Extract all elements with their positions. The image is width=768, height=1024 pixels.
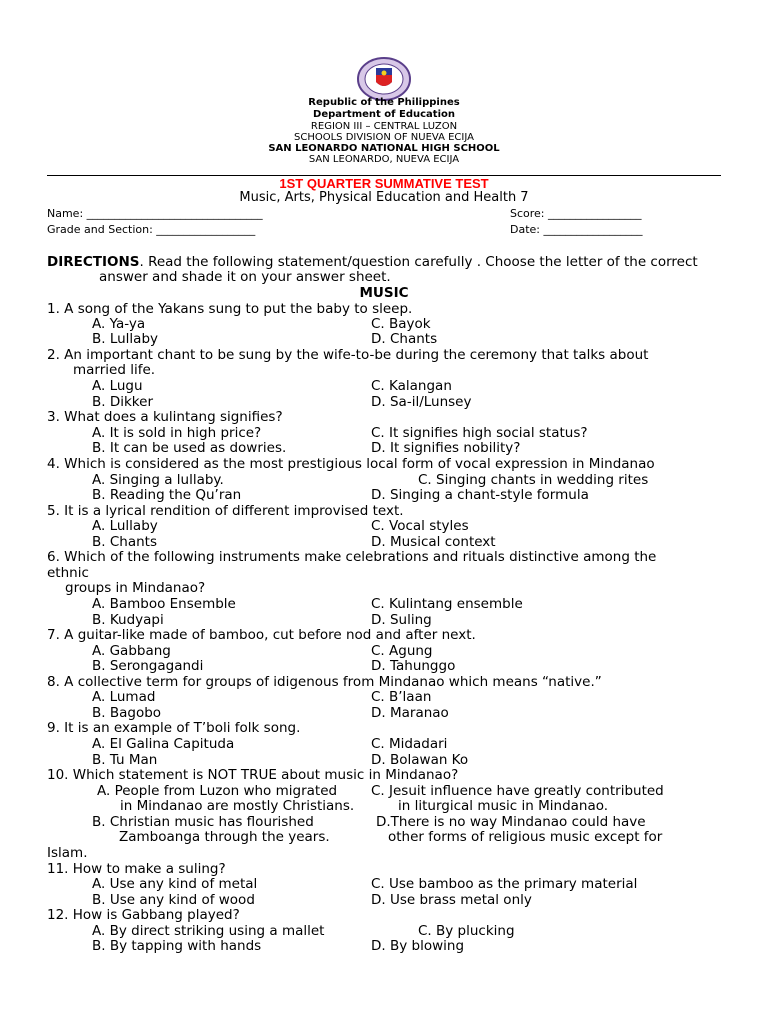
q9-option-a: A. El Galina Capituda [92,736,235,752]
header-department: Department of Education [313,109,455,120]
q9-option-d: D. Bolawan Ko [371,752,469,768]
q10-option-c-cont: in liturgical music in Mindanao. [398,798,609,814]
question-1: 1. A song of the Yakans sung to put the baby to sleep. [47,301,413,317]
question-9: 9. It is an example of T’boli folk song. [47,720,301,736]
q10-option-d-cont: other forms of religious music except for [388,829,663,845]
directions-label: DIRECTIONS [47,254,140,270]
q10-option-a: A. People from Luzon who migrated [97,783,338,799]
q10-option-a-cont: in Mindanao are mostly Christians. [120,798,355,814]
q1-option-d: D. Chants [371,331,438,347]
deped-seal-logo [356,56,412,102]
q1-option-a: A. Ya-ya [92,316,146,332]
q6-option-b: B. Kudyapi [92,612,164,628]
q12-option-d: D. By blowing [371,938,465,954]
q5-option-b: B. Chants [92,534,157,550]
q5-option-d: D. Musical context [371,534,496,550]
q7-option-d: D. Tahunggo [371,658,456,674]
q7-option-c: C. Agung [371,643,433,659]
question-8: 8. A collective term for groups of idigenous from Mindanao which means “native.” [47,674,602,690]
q6-option-c: C. Kulintang ensemble [371,596,523,612]
q10-option-b: B. Christian music has flourished [92,814,314,830]
q4-option-c: C. Singing chants in wedding rites [418,472,649,488]
question-6: 6. Which of the following instruments make celebrations and rituals distinctive among the [47,549,657,565]
q7-option-b: B. Serongagandi [92,658,204,674]
q10-option-d: D.There is no way Mindanao could have [376,814,646,830]
q5-option-a: A. Lullaby [92,518,158,534]
header-division: SCHOOLS DIVISION OF NUEVA ECIJA [294,132,474,143]
q9-option-c: C. Midadari [371,736,448,752]
test-title: 1ST QUARTER SUMMATIVE TEST [279,176,489,191]
question-12: 12. How is Gabbang played? [47,907,240,923]
q8-option-c: C. B’laan [371,689,432,705]
question-5: 5. It is a lyrical rendition of different improvised text. [47,503,404,519]
question-11: 11. How to make a suling? [47,861,226,877]
question-3: 3. What does a kulintang signifies? [47,409,283,425]
q12-option-c: C. By plucking [418,923,515,939]
q5-option-c: C. Vocal styles [371,518,469,534]
q3-option-c: C. It signifies high social status? [371,425,588,441]
header-region: REGION III – CENTRAL LUZON [310,121,458,132]
q4-option-d: D. Singing a chant-style formula [371,487,589,503]
q2-option-c: C. Kalangan [371,378,452,394]
q2-option-d: D. Sa-il/Lunsey [371,394,472,410]
q2-option-b: B. Dikker [92,394,154,410]
q11-option-b: B. Use any kind of wood [92,892,255,908]
q4-option-b: B. Reading the Qu’ran [92,487,242,503]
q11-option-a: A. Use any kind of metal [92,876,258,892]
directions-text-1: . Read the following statement/question carefully . Choose the letter of the correct [139,254,698,270]
q7-option-a: A. Gabbang [92,643,171,659]
header-republic: Republic of the Philippines [308,97,460,108]
grade-section-field[interactable]: Grade and Section: __________________ [47,223,256,236]
question-6-cont: ethnic [47,565,89,581]
q10-option-c: C. Jesuit influence have greatly contributed [371,783,664,799]
question-2: 2. An important chant to be sung by the wife-to-be during the ceremony that talks about [47,347,649,363]
date-field[interactable]: Date: __________________ [510,223,643,236]
q3-option-a: A. It is sold in high price? [92,425,262,441]
q6-option-d: D. Suling [371,612,432,628]
header-school: SAN LEONARDO NATIONAL HIGH SCHOOL [268,143,500,154]
question-6-cont-2: groups in Mindanao? [65,580,206,596]
q6-option-a: A. Bamboo Ensemble [92,596,236,612]
name-field[interactable]: Name: ________________________________ [47,207,263,220]
directions-text-2: answer and shade it on your answer sheet. [99,269,391,285]
q3-option-d: D. It signifies nobility? [371,440,521,456]
question-2-cont: married life. [73,362,156,378]
q10-option-d-cont-2: Islam. [47,845,88,861]
q11-option-d: D. Use brass metal only [371,892,532,908]
test-subtitle: Music, Arts, Physical Education and Health 7 [239,190,529,205]
q12-option-a: A. By direct striking using a mallet [92,923,325,939]
question-10: 10. Which statement is NOT TRUE about music in Mindanao? [47,767,459,783]
question-7: 7. A guitar-like made of bamboo, cut before nod and after next. [47,627,476,643]
q11-option-c: C. Use bamboo as the primary material [371,876,638,892]
directions-line-1 [47,254,698,270]
q4-option-a: A. Singing a lullaby. [92,472,224,488]
q12-option-b: B. By tapping with hands [92,938,262,954]
header-address: SAN LEONARDO, NUEVA ECIJA [308,154,460,165]
q9-option-b: B. Tu Man [92,752,158,768]
q10-option-b-cont: Zamboanga through the years. [119,829,330,845]
q1-option-c: C. Bayok [371,316,431,332]
question-4: 4. Which is considered as the most prestigious local form of vocal expression in Mindanao [47,456,655,472]
q8-option-b: B. Bagobo [92,705,162,721]
q8-option-d: D. Maranao [371,705,449,721]
q2-option-a: A. Lugu [92,378,143,394]
section-heading-music: MUSIC [359,285,409,301]
q1-option-b: B. Lullaby [92,331,159,347]
score-field[interactable]: Score: _________________ [510,207,642,220]
q8-option-a: A. Lumad [92,689,156,705]
q3-option-b: B. It can be used as dowries. [92,440,287,456]
